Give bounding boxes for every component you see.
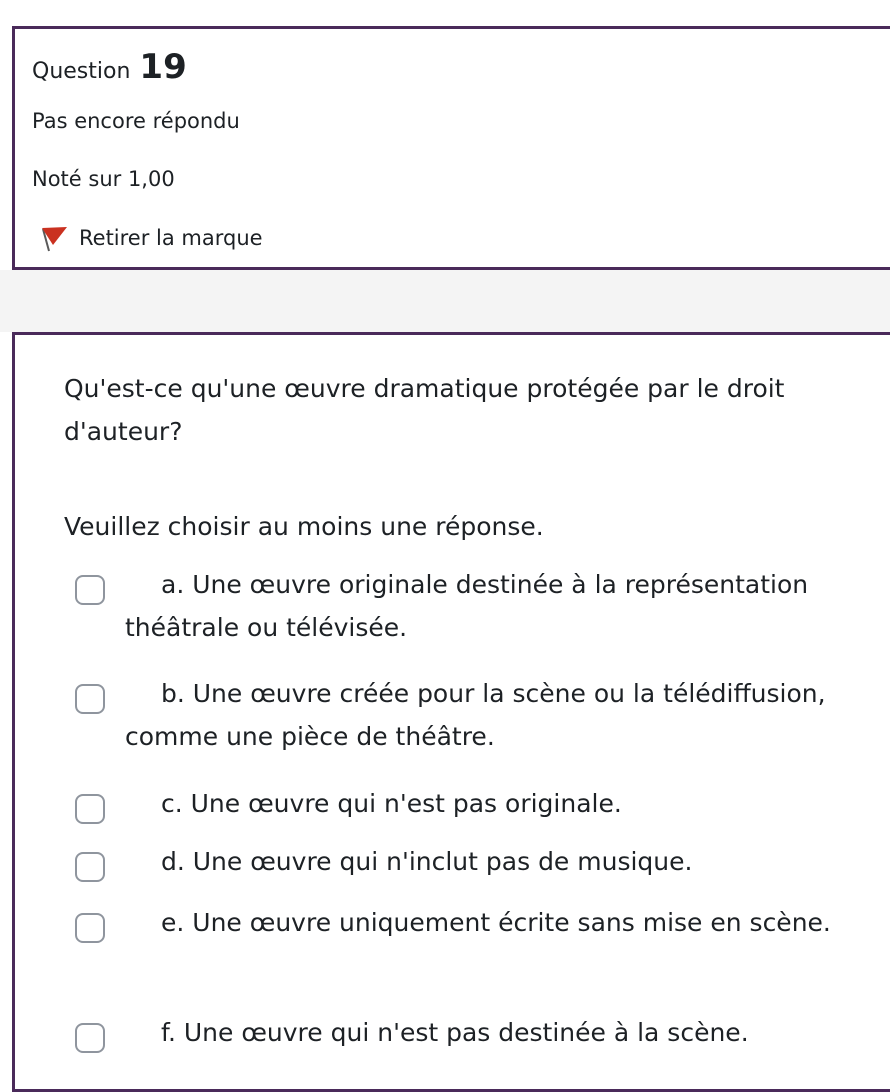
question-info-panel	[12, 26, 890, 270]
question-grade: Noté sur 1,00	[32, 167, 175, 191]
answer-option-e[interactable]: e. Une œuvre uniquement écrite sans mise en scène.	[161, 908, 831, 937]
answer-option-c[interactable]: c. Une œuvre qui n'est pas originale.	[161, 789, 622, 818]
answer-checkbox-f[interactable]	[75, 1023, 105, 1053]
answer-checkbox-d[interactable]	[75, 852, 105, 882]
answer-option-f[interactable]: f. Une œuvre qui n'est pas destinée à la scène.	[161, 1018, 749, 1047]
answer-option-d[interactable]: d. Une œuvre qui n'inclut pas de musique.	[161, 847, 693, 876]
remove-flag-label: Retirer la marque	[79, 226, 263, 250]
answer-option-b[interactable]: b. Une œuvre créée pour la scène ou la télédiffusion, comme une pièce de théâtre.	[125, 679, 826, 751]
question-state: Pas encore répondu	[32, 109, 240, 133]
question-number: 19	[139, 47, 187, 87]
panel-separator	[0, 270, 890, 332]
question-content-panel	[12, 332, 890, 1092]
question-title	[32, 47, 187, 92]
answer-checkbox-e[interactable]	[75, 913, 105, 943]
question-label: Question	[32, 59, 131, 84]
answer-checkbox-b[interactable]	[75, 684, 105, 714]
answer-checkbox-a[interactable]	[75, 575, 105, 605]
answer-prompt: Veuillez choisir au moins une réponse.	[64, 512, 544, 541]
answer-option-a[interactable]: a. Une œuvre originale destinée à la représentation théâtrale ou télévisée.	[125, 570, 809, 642]
answer-checkbox-c[interactable]	[75, 794, 105, 824]
question-text: Qu'est-ce qu'une œuvre dramatique protégée par le droit d'auteur?	[64, 374, 785, 446]
remove-flag-button[interactable]	[37, 223, 263, 253]
flag-icon	[37, 223, 69, 253]
